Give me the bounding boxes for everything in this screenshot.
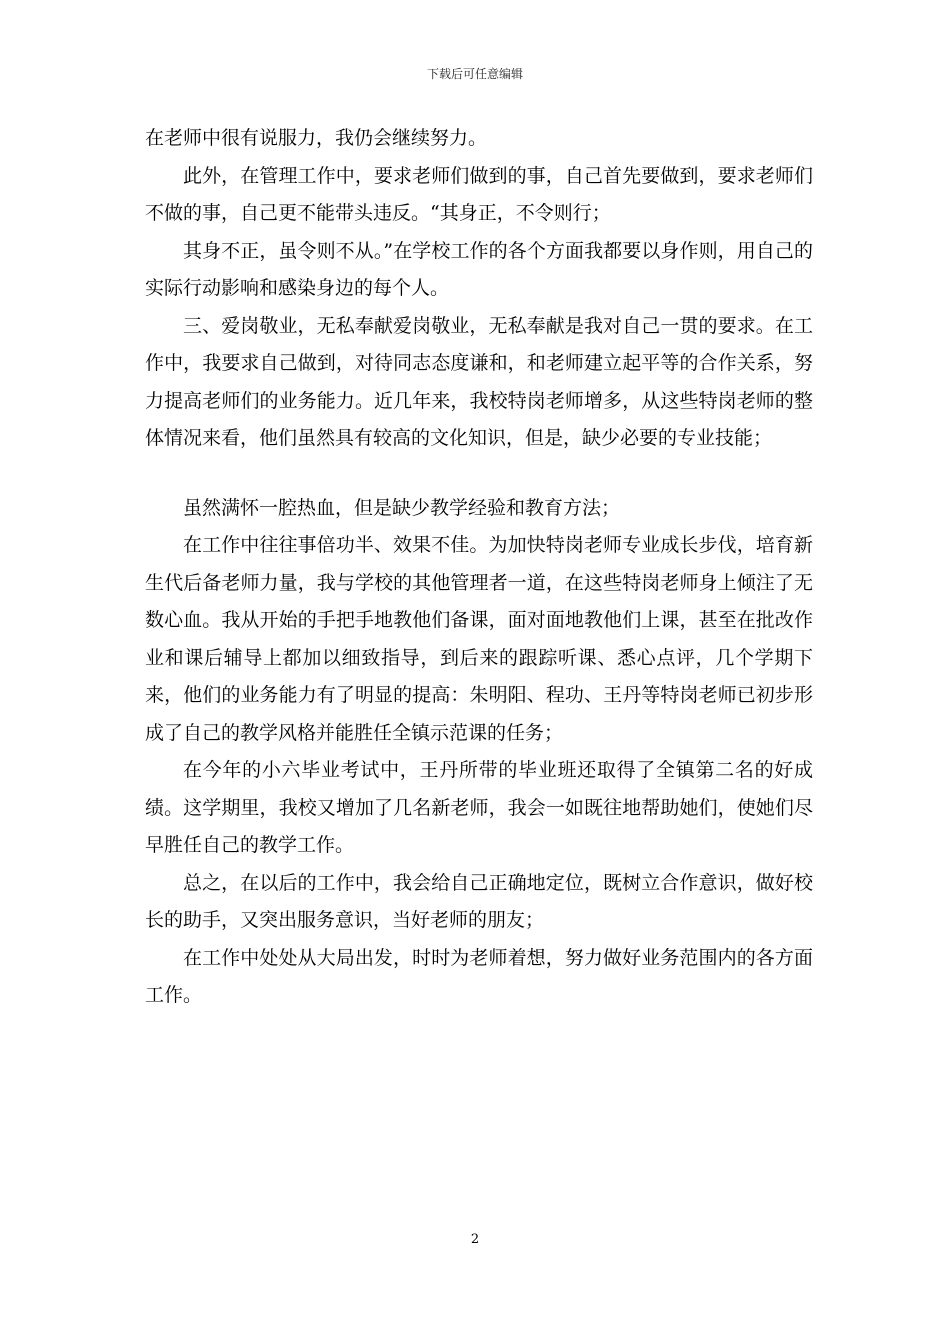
paragraph: 此外，在管理工作中，要求老师们做到的事，自己首先要做到，要求老师们不做的事，自己更不能带头违反。“其身正，不令则行； <box>145 164 813 224</box>
paragraph-continuation: 在老师中很有说服力，我仍会继续努力。 <box>145 127 488 149</box>
paragraph: 三、爱岗敬业，无私奉献爱岗敬业，无私奉献是我对自己一贯的要求。在工作中，我要求自己做到，对待同志态度谦和，和老师建立起平等的合作关系，努力提高老师们的业务能力。近几年来，我校特岗老师增多，从这些特岗老师的整体情况来看，他们虽然具有较高的文化知识，但是，缺少必要的专业技能； <box>145 314 813 449</box>
paragraph: 在工作中处处从大局出发，时时为老师着想，努力做好业务范围内的各方面工作。 <box>145 946 813 1006</box>
page-header: 下载后可任意编辑 <box>426 67 523 81</box>
paragraph: 总之，在以后的工作中，我会给自己正确地定位，既树立合作意识，做好校长的助手，又突出服务意识，当好老师的朋友； <box>145 871 813 931</box>
paragraph: 在工作中往往事倍功半、效果不佳。为加快特岗老师专业成长步伐，培育新生代后备老师力量，我与学校的其他管理者一道，在这些特岗老师身上倾注了无数心血。我从开始的手把手地教他们备课，面对面地教他们上课，甚至在批改作业和课后辅导上都加以细致指导，到后来的跟踪听课、悉心点评，几个学期下来，他们的业务能力有了明显的提高：朱明阳、程功、王丹等特岗老师已初步形成了自己的教学风格并能胜任全镇示范课的任务； <box>145 534 813 744</box>
document-body <box>145 120 813 1015</box>
paragraph: 虽然满怀一腔热血，但是缺少教学经验和教育方法； <box>183 496 621 519</box>
page-number: 2 <box>470 1232 480 1247</box>
paragraph: 在今年的小六毕业考试中，王丹所带的毕业班还取得了全镇第二名的好成绩。这学期里，我校又增加了几名新老师，我会一如既往地帮助她们，使她们尽早胜任自己的教学工作。 <box>145 759 813 856</box>
paragraph: 其身不正，虽令则不从。”在学校工作的各个方面我都要以身作则，用自己的实际行动影响和感染身边的每个人。 <box>145 239 813 299</box>
